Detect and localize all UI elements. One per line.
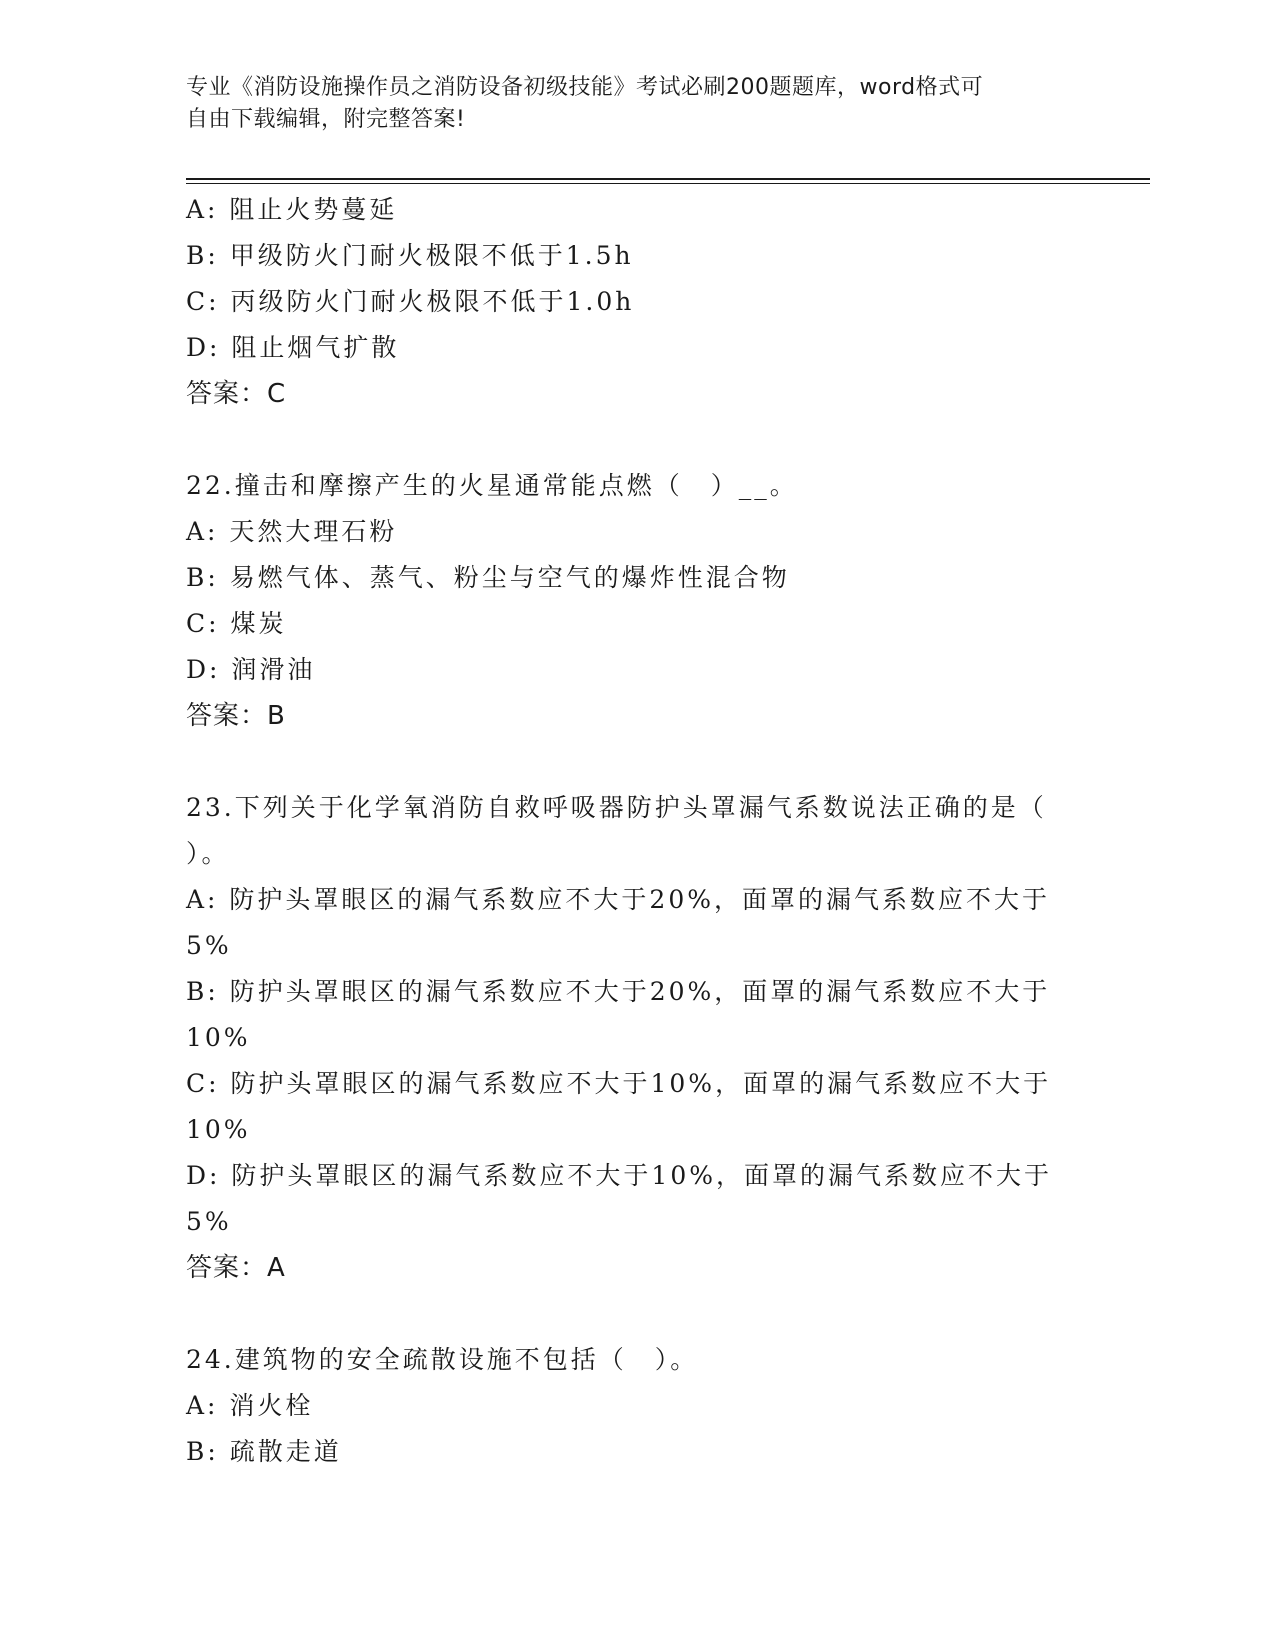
question-list bbox=[186, 187, 1076, 1475]
question-23 bbox=[186, 785, 1076, 1291]
question-text: 22.撞击和摩擦产生的火星通常能点燃（ ）__。 bbox=[186, 471, 798, 500]
option-c-wrap: 10% bbox=[186, 1115, 251, 1144]
option-b: B: 甲级防火门耐火极限不低于1.5h bbox=[186, 241, 634, 270]
question-text: 24.建筑物的安全疏散设施不包括（ ）。 bbox=[186, 1345, 699, 1374]
spacer bbox=[186, 1291, 1076, 1337]
option-a: A: 消火栓 bbox=[186, 1391, 314, 1420]
answer-label: 答案：A bbox=[186, 1253, 286, 1283]
option-d: D: 防护头罩眼区的漏气系数应不大于10%，面罩的漏气系数应不大于 bbox=[186, 1161, 1052, 1190]
option-a-wrap: 5% bbox=[186, 931, 232, 960]
option-a: A: 阻止火势蔓延 bbox=[186, 195, 398, 224]
header-line-1: 专业《消防设施操作员之消防设备初级技能》考试必刷200题题库，word格式可 bbox=[186, 75, 984, 100]
option-d: D: 阻止烟气扩散 bbox=[186, 333, 400, 362]
answer-label: 答案：B bbox=[186, 701, 286, 731]
option-c: C: 丙级防火门耐火极限不低于1.0h bbox=[186, 287, 635, 316]
question-21 bbox=[186, 187, 1076, 417]
option-b: B: 疏散走道 bbox=[186, 1437, 342, 1466]
header-rule-thin bbox=[186, 183, 1150, 184]
question-22 bbox=[186, 463, 1076, 739]
answer-label: 答案：C bbox=[186, 379, 287, 409]
document-header bbox=[186, 72, 1066, 136]
header-rule-thick bbox=[186, 178, 1150, 180]
option-b-wrap: 10% bbox=[186, 1023, 251, 1052]
option-c: C: 防护头罩眼区的漏气系数应不大于10%，面罩的漏气系数应不大于 bbox=[186, 1069, 1052, 1098]
option-b: B: 易燃气体、蒸气、粉尘与空气的爆炸性混合物 bbox=[186, 563, 790, 592]
question-24 bbox=[186, 1337, 1076, 1475]
spacer bbox=[186, 739, 1076, 785]
option-d-wrap: 5% bbox=[186, 1207, 232, 1236]
spacer bbox=[186, 417, 1076, 463]
header-line-2: 自由下载编辑，附完整答案! bbox=[186, 107, 466, 132]
option-a: A: 防护头罩眼区的漏气系数应不大于20%，面罩的漏气系数应不大于 bbox=[186, 885, 1050, 914]
option-c: C: 煤炭 bbox=[186, 609, 287, 638]
question-text-line-2: ）。 bbox=[186, 839, 230, 868]
option-d: D: 润滑油 bbox=[186, 655, 316, 684]
question-text-line-1: 23.下列关于化学氧消防自救呼吸器防护头罩漏气系数说法正确的是（ bbox=[186, 793, 1047, 822]
option-a: A: 天然大理石粉 bbox=[186, 517, 398, 546]
option-b: B: 防护头罩眼区的漏气系数应不大于20%，面罩的漏气系数应不大于 bbox=[186, 977, 1051, 1006]
